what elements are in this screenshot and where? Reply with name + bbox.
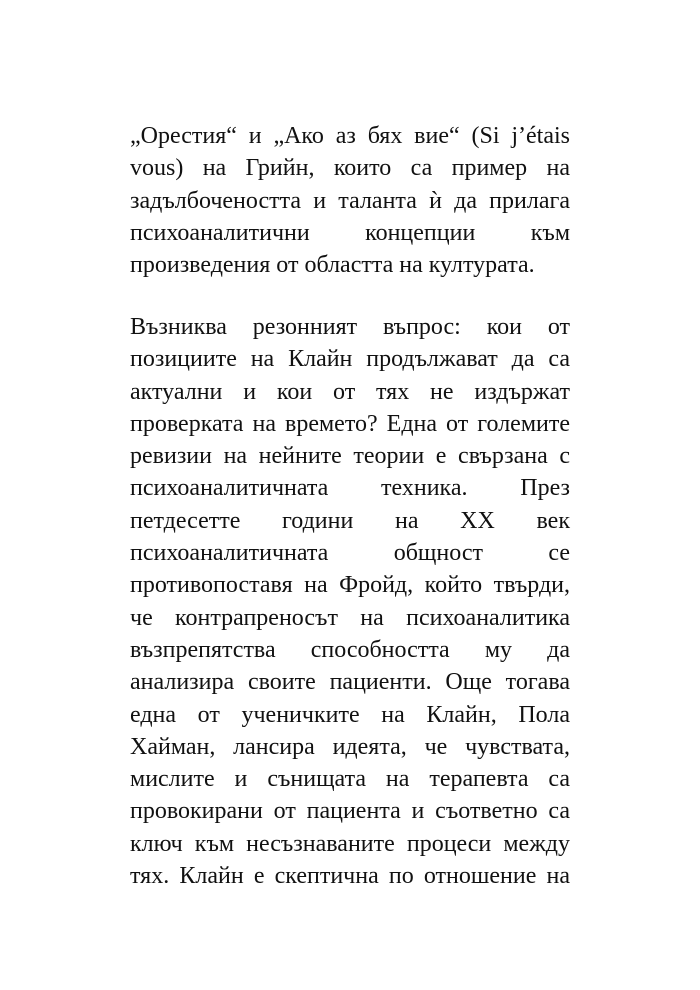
text-line: ревизии на нейните теории е свързана с (130, 443, 570, 470)
text-line: задълбочеността и таланта ѝ да прилага (130, 187, 570, 214)
text-line: произведения от областта на културата. (130, 252, 535, 279)
paragraph-2 (130, 311, 570, 892)
paragraph-1 (130, 120, 570, 281)
text-line: противопоставя на Фройд, който твърди, (130, 572, 570, 599)
text-line: една от ученичките на Клайн, Пола (130, 701, 570, 728)
text-line: петдесетте години на XX век (130, 507, 570, 534)
text-line: Хайман, лансира идеята, че чувствата, (130, 733, 570, 760)
text-line: vous) на Грийн, които са пример на (130, 155, 570, 182)
text-line: психоаналитични концепции към (130, 219, 570, 246)
text-line: психоаналитичната техника. През (130, 475, 570, 502)
text-line: възпрепятства способността му да (130, 636, 570, 663)
text-line: ключ към несъзнаваните процеси между (130, 830, 570, 857)
text-line: актуални и кои от тях не издържат (130, 378, 570, 405)
text-line: проверката на времето? Една от големите (130, 410, 570, 437)
text-line: анализира своите пациенти. Още тогава (130, 669, 570, 696)
text-line: психоаналитичната общност се (130, 540, 570, 567)
text-line: мислите и сънищата на терапевта са (130, 766, 570, 793)
text-line: Възниква резонният въпрос: кои от (130, 314, 570, 340)
text-line: „Орестия“ и „Ако аз бях вие“ (Si j’étais (130, 123, 570, 149)
text-line: провокирани от пациента и съответно са (130, 798, 570, 825)
text-line: че контрапреносът на психоаналитика (130, 604, 570, 631)
text-line: позициите на Клайн продължават да са (130, 346, 570, 373)
text-line: тях. Клайн е скептична по отношение на (130, 863, 570, 890)
